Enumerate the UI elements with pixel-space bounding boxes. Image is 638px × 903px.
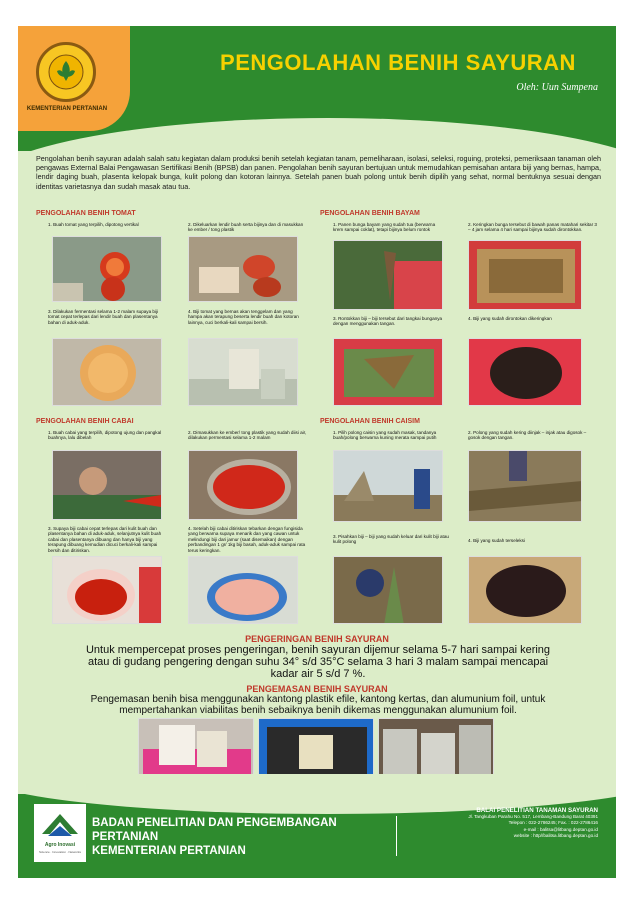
poster bbox=[18, 26, 616, 878]
organization-name bbox=[92, 816, 382, 858]
cabai-photo-1 bbox=[52, 450, 162, 520]
tomat-photo-1 bbox=[52, 236, 162, 302]
author-line: Oleh: Uun Sumpena bbox=[516, 82, 598, 93]
tomat-step-3: 3. Dilakukan fermentasi selama 1-2 malam supaya biji tomat cepat terlepas dari lendir buah dan plasentanya bahan di aduk-aduk. bbox=[48, 309, 159, 325]
tomat-step-2: 2. Dikeluarkan lendir buah serta bijinya dan di masukkan ke ember / tong plastik bbox=[188, 222, 304, 233]
agro-inovasi-icon bbox=[34, 804, 86, 842]
bayam-step-1: 1. Panen bunga bayam yang sudah tua (berwarna krem sampai coklat), tetapi bijinya belum rontok bbox=[333, 222, 436, 233]
contact-name: BALAI PENELITIAN TANAMAN SAYURAN bbox=[476, 807, 598, 814]
cabai-step-2: 2. Dimasukkan ke ember/ tong plastik yang sudah diisi air, dilakukan permentasi selama 1-2 malam bbox=[188, 430, 307, 441]
contact-address: Jl. Tangkuban Parahu No. 517, Lembang-Bandung Barat 40391 bbox=[468, 814, 598, 820]
organization-line-1: BADAN PENELITIAN DAN PENGEMBANGAN PERTANIAN bbox=[92, 817, 337, 843]
ministry-logo-text: KEMENTERIAN PERTANIAN bbox=[26, 106, 108, 112]
organization-line-2: KEMENTERIAN PERTANIAN bbox=[92, 845, 246, 857]
caisim-step-2: 2. Polong yang sudah kering diinjak – injak atau digosok – gosok dengan tangan. bbox=[468, 430, 587, 441]
footer-banner bbox=[18, 794, 616, 878]
agro-inovasi-tagline: Science . Innovation . Networks bbox=[38, 850, 82, 854]
caisim-photo-1 bbox=[333, 450, 443, 522]
caisim-photo-3 bbox=[333, 556, 443, 624]
tomat-photo-2 bbox=[188, 236, 298, 302]
footer-divider bbox=[396, 816, 397, 856]
cabai-photo-4 bbox=[188, 556, 298, 624]
tomat-step-4: 4. Biji tomat yang bernas akan tenggelam dan yang hampa akan terapung beserta lendir buah dan kotoran lainnya, cuci berkali-kali sampai bersih. bbox=[188, 309, 299, 325]
header-banner bbox=[18, 26, 616, 151]
bayam-photo-2 bbox=[468, 240, 582, 310]
caisim-step-1: 1. Pilih polong caisin yang sudah masak, tandanya buah/polong berwarna kuning merata sampai putih bbox=[333, 430, 437, 441]
cabai-photo-3 bbox=[52, 556, 162, 624]
agro-inovasi-logo bbox=[34, 804, 86, 862]
bayam-photo-4 bbox=[468, 338, 582, 406]
contact-email: e-mail : balitsa@litbang.deptan.go.id bbox=[523, 826, 598, 832]
bayam-photo-3 bbox=[333, 338, 443, 406]
section-title-tomat: PENGOLAHAN BENIH TOMAT bbox=[36, 210, 136, 217]
bayam-step-2: 2. Keringkan bunga tersebut di bawah panas matahari sekitar 3 – 4 jam selama 4 hari sampai bijinya sudah dirontokkan. bbox=[468, 222, 597, 233]
bayam-photo-1 bbox=[333, 240, 443, 310]
tomat-photo-3 bbox=[52, 338, 162, 406]
bayam-step-3: 3. Rontokkan biji – biji tersebut dari tangkai bunganya dengan menggunakan tangan. bbox=[333, 316, 443, 327]
drying-title: PENGERINGAN BENIH SAYURAN bbox=[245, 634, 389, 644]
bayam-step-4: 4. Biji yang sudah dirontokan dikeringkan bbox=[468, 316, 552, 321]
cabai-photo-2 bbox=[188, 450, 298, 520]
caisim-photo-2 bbox=[468, 450, 582, 522]
packing-title: PENGEMASAN BENIH SAYURAN bbox=[246, 684, 388, 694]
cabai-step-4: 4. Setelah biji cabai ditiriskan tebarkan dengan fungisida yang berwarna supaya menarik dan yang cawan untuk melindungi biji dari jamur (saat disemaikan) dengan perbandingan 1 gr/ 1kg biji basah, aduk-aduk sampai rata terus keringkan. bbox=[188, 526, 306, 553]
caisim-photo-4 bbox=[468, 556, 582, 624]
page-title: PENGOLAHAN BENIH SAYURAN bbox=[220, 50, 576, 75]
section-title-caisim: PENGOLAHAN BENIH CAISIM bbox=[320, 418, 420, 425]
contact-website: website : http//balitsa.litbang.deptan.go.id bbox=[513, 832, 598, 838]
caisim-step-3: 3. Pisahkan biji – biji yang sudah keluar dari kulit biji atau kulit polong bbox=[333, 534, 449, 545]
cabai-step-3: 3. Supaya biji cabai cepat terlepas dari kulit buah dan plasentanya bahan di aduk-aduk, selanjutnya kulit buah cabai dan plasentanya dibuang dan hanya biji yang terapung dibuang kemudian dicuci berkali-kali sampai bersih dan ditiriskan. bbox=[48, 526, 162, 553]
ministry-logo-box bbox=[18, 26, 130, 131]
drying-body: Untuk mempercepat proses pengeringan, benih sayuran dijemur selama 5-7 hari sampai kering atau di gudang pengering dengan suhu 34° s/d 35°C selama 3 hari 3 malam sampai mencapai kadar air 5 s/d 7 %. bbox=[85, 644, 551, 680]
intro-paragraph: Pengolahan benih sayuran adalah salah satu kegiatan dalam produksi benih setelah kegiatan tanam, pemeliharaan, isolasi, seleksi, roguing, proteksi, pemeriksaan tanaman oleh pengawas External Balai Pengawasan Sertifikasi Benih (BPSB) dan panen. Pengolahan benih sayuran bertujuan untuk memudahkan pemisahan antara biji yang bernas, hampa, lendir daging buah, plasenta kelopak bunga, kulit polong dan kotoran lainnya. Setelah panen buah polong untuk benih dipilih yang sehat, normal bentuknya sesuai dengan identitas varietasnya dan sudah masak atau tua. bbox=[36, 154, 601, 191]
contact-block bbox=[402, 808, 598, 839]
contact-phone: Telepon : 022-2786245; Fax. : 022-2786416 bbox=[508, 820, 598, 826]
section-title-cabai: PENGOLAHAN BENIH CABAI bbox=[36, 418, 134, 425]
tomat-step-1: 1. Buah tomat yang terpilih, dipotong vertikal bbox=[48, 222, 139, 227]
packing-body: Pengemasan benih bisa menggunakan kantong plastik efile, kantong kertas, dan alumunium foil, untuk mempertahankan viabilitas benih sebaiknya benih dikemas menggunakan alumunium foil. bbox=[90, 694, 546, 716]
tomat-photo-4 bbox=[188, 338, 298, 406]
agro-inovasi-label: Agro Inovasi bbox=[44, 842, 76, 848]
caisim-step-4: 4. Biji yang sudah terseleksi bbox=[468, 538, 525, 543]
ministry-seal-icon bbox=[36, 42, 96, 102]
section-title-bayam: PENGOLAHAN BENIH BAYAM bbox=[320, 210, 420, 217]
cabai-step-1: 1. Buah cabai yang terpilih, dipotong ujung dan pangkal buahnya, lalu dibelah bbox=[48, 430, 162, 441]
